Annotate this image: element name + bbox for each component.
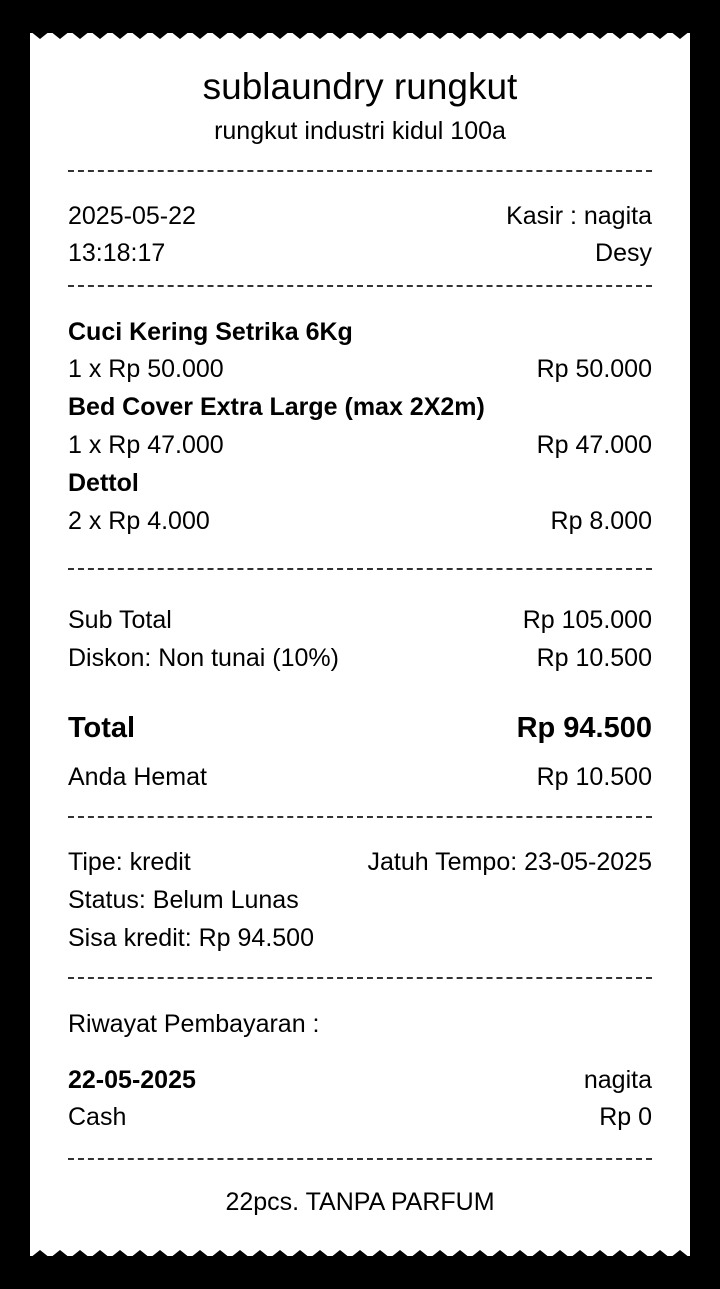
store-address: rungkut industri kidul 100a <box>214 117 506 145</box>
item-subtotal: Rp 50.000 <box>536 355 652 383</box>
receipt <box>30 33 690 1256</box>
item-price-row <box>68 506 652 536</box>
receipt-time: 13:18:17 <box>68 239 166 267</box>
payment-status: Status: Belum Lunas <box>68 886 299 914</box>
total-row <box>68 711 652 745</box>
receipt-date: 2025-05-22 <box>68 202 196 230</box>
total-value: Rp 94.500 <box>516 712 652 744</box>
divider <box>68 285 652 287</box>
divider <box>68 170 652 172</box>
total-label: Total <box>68 712 136 744</box>
subtotal-row <box>68 605 652 635</box>
customer-name: Desy <box>595 239 652 267</box>
remaining-credit: Sisa kredit: Rp 94.500 <box>68 924 314 952</box>
discount-label: Diskon: Non tunai (10%) <box>68 644 339 672</box>
discount-value: Rp 10.500 <box>536 644 652 672</box>
meta-row-date <box>68 201 652 231</box>
divider <box>68 816 652 818</box>
divider <box>68 977 652 979</box>
history-date: 22-05-2025 <box>68 1066 196 1094</box>
divider <box>68 1158 652 1160</box>
item-subtotal: Rp 8.000 <box>550 507 652 535</box>
history-entry-header <box>68 1065 652 1095</box>
item-qty-price: 2 x Rp 4.000 <box>68 507 210 535</box>
item-name: Bed Cover Extra Large (max 2X2m) <box>68 393 485 421</box>
history-entry-detail <box>68 1102 652 1132</box>
payment-type-row <box>68 847 652 877</box>
store-name: sublaundry rungkut <box>202 66 518 107</box>
receipt-bottom-edge <box>30 1248 690 1258</box>
item-subtotal: Rp 47.000 <box>536 431 652 459</box>
savings-label: Anda Hemat <box>68 763 207 791</box>
item-qty-price: 1 x Rp 50.000 <box>68 355 224 383</box>
cashier-name: Kasir : nagita <box>506 202 652 230</box>
history-amount: Rp 0 <box>599 1103 652 1131</box>
history-cashier: nagita <box>583 1066 652 1094</box>
discount-row <box>68 643 652 673</box>
item-qty-price: 1 x Rp 47.000 <box>68 431 224 459</box>
item-price-row <box>68 354 652 384</box>
savings-value: Rp 10.500 <box>536 763 652 791</box>
receipt-top-edge <box>30 31 690 41</box>
subtotal-label: Sub Total <box>68 606 172 634</box>
footer-note: 22pcs. TANPA PARFUM <box>225 1188 495 1216</box>
payment-due-date: Jatuh Tempo: 23-05-2025 <box>367 848 652 876</box>
meta-row-time <box>68 238 652 268</box>
item-name: Dettol <box>68 469 139 497</box>
savings-row <box>68 762 652 792</box>
payment-history-title: Riwayat Pembayaran : <box>68 1010 320 1038</box>
item-price-row <box>68 430 652 460</box>
divider <box>68 568 652 570</box>
history-method: Cash <box>68 1103 127 1131</box>
item-name: Cuci Kering Setrika 6Kg <box>68 318 353 346</box>
subtotal-value: Rp 105.000 <box>522 606 652 634</box>
payment-type: Tipe: kredit <box>68 848 191 876</box>
